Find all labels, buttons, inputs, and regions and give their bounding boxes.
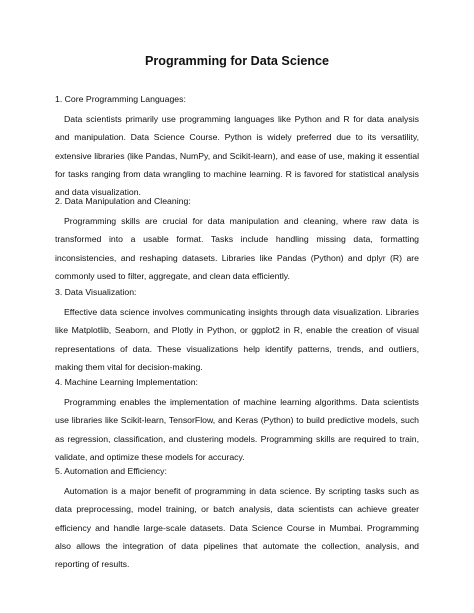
- section-heading: 1. Core Programming Languages:: [55, 94, 186, 104]
- section-body: Automation is a major benefit of programming in data science. By scripting tasks such as data preprocessing, model training, or batch analysis, data scientists can achieve greater efficiency and handle large-scale datasets. Data Science Course in Mumbai. Programming also allows the integration of data pipelines that automate the collection, analysis, and reporting of results.: [55, 486, 419, 570]
- section-body: Data scientists primarily use programming languages like Python and R for data analysis and manipulation. Data Science Course. Python is widely preferred due to its versatility, extensive libraries (like Pandas, NumPy, and Scikit-learn), and ease of use, making it essential for tasks ranging from data wrangling to machine learning. R is favored for statistical analysis and data visualization.: [55, 114, 419, 198]
- section-heading: 4. Machine Learning Implementation:: [55, 377, 198, 387]
- section-heading: 5. Automation and Efficiency:: [55, 466, 167, 476]
- section-heading: 3. Data Visualization:: [55, 287, 137, 297]
- section-machine-learning-implementation: [55, 376, 419, 466]
- section-heading: 2. Data Manipulation and Cleaning:: [55, 196, 191, 206]
- section-body: Programming enables the implementation of machine learning algorithms. Data scientists use libraries like Scikit-learn, TensorFlow, and Keras (Python) to build predictive models, such as regression, classification, and clustering models. Programming skills are required to train, validate, and optimize these models for accuracy.: [55, 397, 419, 462]
- document-title: Programming for Data Science: [144, 54, 330, 68]
- section-body: Programming skills are crucial for data manipulation and cleaning, where raw data is transformed into a usable format. Tasks include handling missing data, formatting inconsistencies, and reshaping datasets. Libraries like Pandas (Python) and dplyr (R) are commonly used to filter, aggregate, and clean data efficiently.: [55, 216, 419, 281]
- section-data-manipulation-cleaning: [55, 195, 419, 285]
- section-automation-efficiency: [55, 465, 419, 573]
- section-data-visualization: [55, 286, 419, 376]
- section-core-programming-languages: [55, 93, 419, 201]
- section-body: Effective data science involves communicating insights through data visualization. Libraries like Matplotlib, Seaborn, and Plotly in Python, or ggplot2 in R, enable the creation of visual representations of data. These visualizations help identify patterns, trends, and outliers, making them vital for decision-making.: [55, 307, 419, 372]
